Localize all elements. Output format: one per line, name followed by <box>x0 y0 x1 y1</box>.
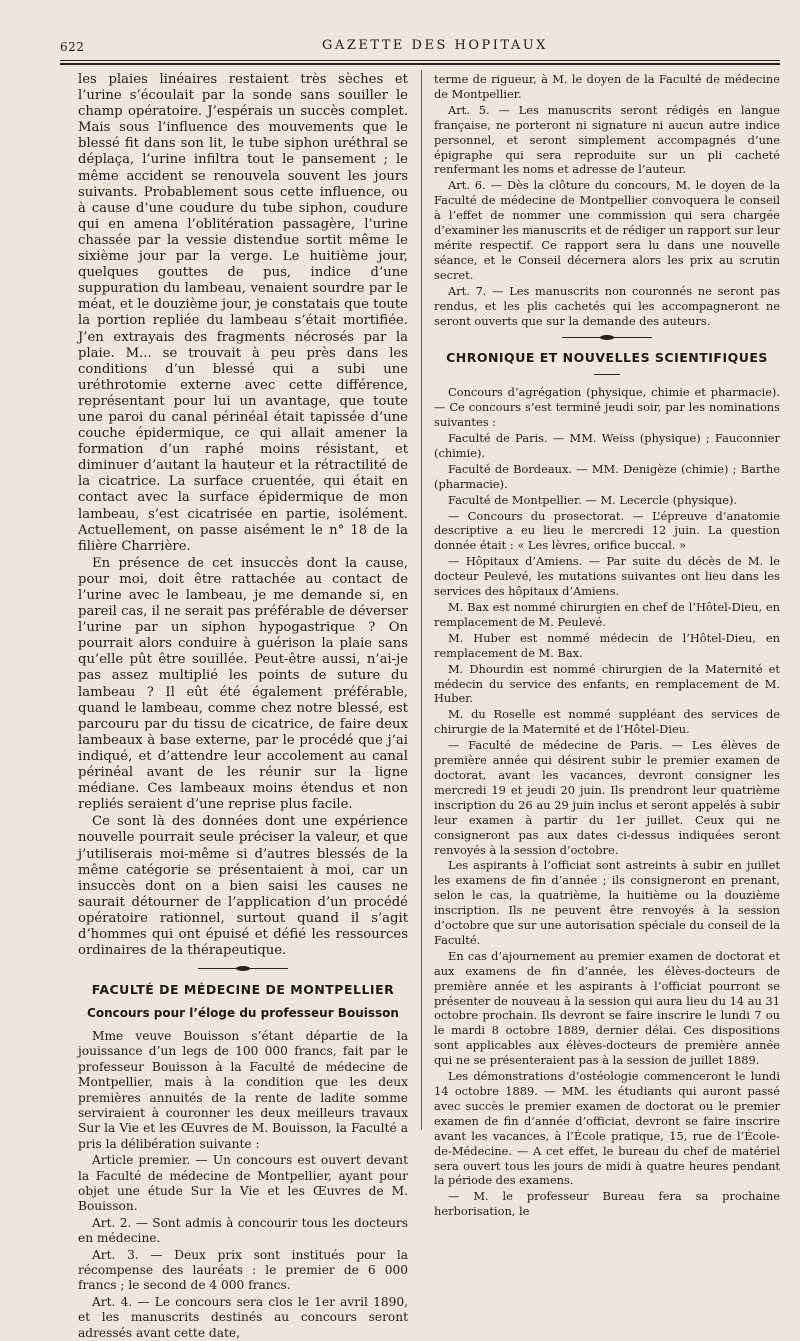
news-paragraph: En cas d’ajournement au premier examen de doctorat et aux examens de fin d’année, les élèves-docteurs de première année et les aspirants à l’officiat pourront se présenter de nouveau à la session qui aura lieu du 14 au 31 octobre prochain. Ils devront se faire inscrire le lundi 7 ou le mardi 8 octobre 1889, dernier délai. Ces dispositions sont applicables aux élèves-docteurs de première année qui ne se présenteraient pas à la session de juillet 1889. <box>434 948 780 1068</box>
section-title-chronique: CHRONIQUE ET NOUVELLES SCIENTIFIQUES <box>446 350 768 366</box>
article-paragraph: Article premier. — Un concours est ouvert devant la Faculté de médecine de Montpellier, ayant pour objet une étude Sur la Vie et les Œuvres de M. Bouisson. <box>78 1153 408 1214</box>
left-column <box>78 72 408 1340</box>
news-paragraph: M. Bax est nommé chirurgien en chef de l’Hôtel-Dieu, en remplacement de M. Peulevé. <box>434 600 780 629</box>
journal-title: GAZETTE DES HOPITAUX <box>322 38 548 53</box>
news-paragraph: M. du Roselle est nommé suppléant des services de chirurgie de la Maternité et de l’Hôtel-Dieu. <box>434 707 780 737</box>
news-paragraph: M. Dhourdin est nommé chirurgien de la Maternité et médecin du service des enfants, en remplacement de M. Huber. <box>434 661 780 706</box>
article-paragraph: Art. 7. — Les manuscrits non couronnés ne seront pas rendus, et les plis cachetés qui les accompagneront ne seront ouverts que sur la demande des auteurs. <box>434 283 780 328</box>
header-rule-thick <box>60 63 780 65</box>
body-paragraph: les plaies linéaires restaient très sèches et l’urine s’écoulait par la sonde sans souiller le champ opératoire. J’espérais un succès complet. Mais sous l’influence des mouvements que le blessé fit dans son lit, le tube siphon uréthral se déplaça, l’urine infiltra tout le pansement ; le même accident se renouvela souvent les jours suivants. Probablement sous cette influence, ou à cause d’une coudure du tube siphon, coudure qui en amena l’oblitération passagère, l’urine chassée par la vessie distendue sortit même le sixième jour par la verge. Le huitième jour, quelques gouttes de pus, indice d’une suppuration du lambeau, venaient sourdre par le méat, et le douzième jour, je constatais que toute la portion repliée du lambeau s’était mortifiée. J’en extrayais des fragments nécrosés par la plaie. M... se trouvait à peu près dans les conditions d’un blessé qui a subi une uréthrotomie externe avec cette différence, représentant pour lui un avantage, que toute une paroi du canal périnéal était tapissée d’une couche épidermique, ce qui allait amener la formation d’un raphé moins résistant, et diminuer d’autant la hauteur et la rétractilité de la cicatrice. La surface cruentée, qui était en contact avec la surface épidermique de mon lambeau, s’est cicatrisée en partie, isolément. Actuellement, on passe aisément le n° 18 de la filière Charrière. <box>78 72 408 554</box>
body-paragraph: Ce sont là des données dont une expérience nouvelle pourrait seule préciser la valeur, et que j’utiliserais moi-même si d’autres blessés de la même catégorie se présentaient à moi, car un insuccès dont on a bien saisi les causes ne saurait détourner de l’application d’un procédé opératoire rationnel, surtout quand il s’agit d’hommes qui ont épuisé et défié les ressources ordinaires de la thérapeutique. <box>78 814 408 959</box>
body-paragraph: terme de rigueur, à M. le doyen de la Faculté de médecine de Montpellier. <box>434 72 780 101</box>
news-paragraph: Les démonstrations d’ostéologie commenceront le lundi 14 octobre 1889. — MM. les étudiants qui auront passé avec succès le premier examen de doctorat ou le premier examen de fin d’année d’officiat, devront se faire inscrire avant les vacances, à l’École pratique, 15, rue de l’École-de-Médecine. — A cet effet, le bureau du chef de matériel sera ouvert tous les jours de midi à quatre heures pendant la période des examens. <box>434 1069 780 1188</box>
news-paragraph: M. Huber est nommé médecin de l’Hôtel-Dieu, en remplacement de M. Bax. <box>434 630 780 660</box>
section-title-montpellier: FACULTÉ DE MÉDECINE DE MONTPELLIER <box>91 982 395 998</box>
article-paragraph: Art. 4. — Le concours sera clos le 1er avril 1890, et les manuscrits destinés au concours seront adressés avant cette date, <box>78 1294 408 1340</box>
news-paragraph: — Faculté de médecine de Paris. — Les élèves de première année qui désirent subir le premier examen de doctorat, avant les vacances, devront consigner les mercredi 19 et jeudi 20 juin. Ils prendront leur quatrième inscription du 26 au 29 juin inclus et seront appelés à subir leur examen à partir du 1er juillet. Ceux qui ne consigneront pas aux dates ci-dessus indiquées seront renvoyés à la session d’octobre. <box>434 738 780 857</box>
short-rule <box>594 374 620 375</box>
news-paragraph: — M. le professeur Bureau fera sa prochaine herborisation, le <box>434 1189 780 1219</box>
article-paragraph: Art. 3. — Deux prix sont institués pour la récompense des lauréats : le premier de 6 000 francs ; le second de 4 000 francs. <box>78 1247 408 1293</box>
article-paragraph: Art. 2. — Sont admis à concourir tous les docteurs en médecine. <box>78 1215 408 1246</box>
news-paragraph: — Hôpitaux d’Amiens. — Par suite du décès de M. le docteur Peulevé, les mutations suivantes ont lieu dans les services des hôpitaux d’Amiens. <box>434 554 780 599</box>
right-column <box>434 72 780 1219</box>
section-ornament <box>198 968 288 970</box>
intro-paragraph: Mme veuve Bouisson s’étant départie de la jouissance d’un legs de 100 000 francs, fait par le professeur Bouisson à la Faculté de médecine de Montpellier, mais à la condition que les deux premières annuités de la rente de ladite somme serviraient à couronner les deux meilleurs travaux Sur la Vie et les Œuvres de M. Bouisson, la Faculté a pris la délibération suivante : <box>78 1028 408 1151</box>
article-paragraph: Art. 5. — Les manuscrits seront rédigés en langue française, ne porteront ni signature ni aucun autre indice personnel, et seront simplement accompagnés d’une épigraphe qui sera reproduite sur un pli cacheté renfermant les noms et adresse de l’auteur. <box>434 102 780 177</box>
header-rule <box>60 60 780 61</box>
body-paragraph: En présence de cet insuccès dont la cause, pour moi, doit être rattachée au contact de l’urine avec le lambeau, je me demande si, en pareil cas, il ne serait pas préférable de déverser l’urine par un siphon hypogastrique ? On pourrait alors conduire à guérison la plaie sans qu’elle pût être souillée. Peut-être aussi, n’ai-je pas assez multiplié les points de suture du lambeau ? Il eût été également préférable, quand le lambeau, comme chez notre blessé, est parcouru par du tissu de cicatrice, de faire deux lambeaux à base externe, par le procédé que j’ai indiqué, et d’attendre leur accolement au canal périnéal avant de les réunir sur la ligne médiane. Ces lambeaux moins étendus et non repliés seraient d’une reprise plus facile. <box>78 555 408 813</box>
column-divider <box>421 70 422 1130</box>
page-number: 622 <box>60 40 85 54</box>
news-paragraph: Concours d’agrégation (physique, chimie et pharmacie). — Ce concours s’est terminé jeudi soir, par les nominations suivantes : <box>434 385 780 430</box>
news-paragraph: — Concours du prosectorat. — L’épreuve d’anatomie descriptive a eu lieu le mercredi 12 juin. La question donnée était : « Les lèvres, orifice buccal. » <box>434 508 780 553</box>
section-ornament <box>562 337 652 339</box>
news-paragraph: Faculté de Bordeaux. — MM. Denigèze (chimie) ; Barthe (pharmacie). <box>434 461 780 491</box>
news-paragraph: Faculté de Paris. — MM. Weiss (physique) ; Fauconnier (chimie). <box>434 431 780 460</box>
news-paragraph: Les aspirants à l’officiat sont astreints à subir en juillet les examens de fin d’année ; ils consigneront en prenant, selon le cas, la quatrième, la huitième ou la douzième inscription. Ils ne peuvent être renvoyés à la session d’octobre que sur une autorisation spéciale du conseil de la Faculté. <box>434 858 780 947</box>
news-paragraph: Faculté de Montpellier. — M. Lecercle (physique). <box>448 492 738 507</box>
subsection-title-bouisson: Concours pour l’éloge du professeur Bouisson <box>87 1005 399 1020</box>
page-header <box>60 30 780 58</box>
article-paragraph: Art. 6. — Dès la clôture du concours, M. le doyen de la Faculté de médecine de Montpellier convoquera le conseil à l’effet de nommer une commission qui sera chargée d’examiner les manuscrits et de rédiger un rapport sur leur mérite respectif. Ce rapport sera lu dans une nouvelle séance, et le Conseil décernera alors les prix au scrutin secret. <box>434 178 780 282</box>
